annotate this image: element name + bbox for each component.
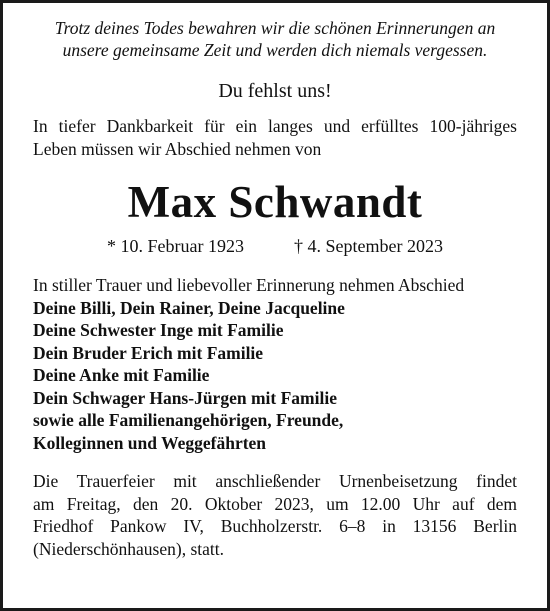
mourner-line: Kolleginnen und Weggefährten <box>33 432 267 453</box>
funeral-line: Friedhof Pankow IV, Buchholzerstr. 6–8 in 13156 Berlin <box>33 516 517 536</box>
funeral-line: am Freitag, den 20. Oktober 2023, um 12.00 Uhr auf dem <box>33 493 517 514</box>
motto-line: unsere gemeinsame Zeit und werden dich niemals vergessen. <box>62 40 488 60</box>
mourner-line: Deine Billi, Dein Rainer, Deine Jacqueline <box>33 297 345 318</box>
funeral-line: (Niederschönhausen), statt. <box>33 538 224 559</box>
intro-text <box>33 115 517 160</box>
deceased-name: Max Schwandt <box>127 177 423 227</box>
mourner-line: Deine Schwester Inge mit Familie <box>33 320 284 340</box>
birth-date: * 10. Februar 1923 <box>107 236 244 256</box>
death-date: † 4. September 2023 <box>294 236 443 256</box>
funeral-line: Die Trauerfeier mit anschließender Urnenbeisetzung findet <box>33 471 517 491</box>
mourners-intro: In stiller Trauer und liebevoller Erinnerung nehmen Abschied <box>33 275 465 295</box>
mourner-line: Dein Bruder Erich mit Familie <box>33 342 264 363</box>
miss-you-text: Du fehlst uns! <box>218 80 332 102</box>
mourner-line: sowie alle Familienangehörigen, Freunde, <box>33 410 344 430</box>
mourners-block <box>33 274 517 454</box>
motto-text <box>33 17 517 61</box>
mourner-line: Deine Anke mit Familie <box>33 365 210 385</box>
mourner-line: Dein Schwager Hans-Jürgen mit Familie <box>33 387 337 408</box>
motto-line: Trotz deines Todes bewahren wir die schönen Erinnerungen an <box>54 18 496 38</box>
intro-line: Leben müssen wir Abschied nehmen von <box>33 138 322 159</box>
intro-line: In tiefer Dankbarkeit für ein langes und erfülltes 100-jähriges <box>33 116 517 136</box>
life-dates <box>33 234 517 258</box>
funeral-details <box>33 470 517 560</box>
